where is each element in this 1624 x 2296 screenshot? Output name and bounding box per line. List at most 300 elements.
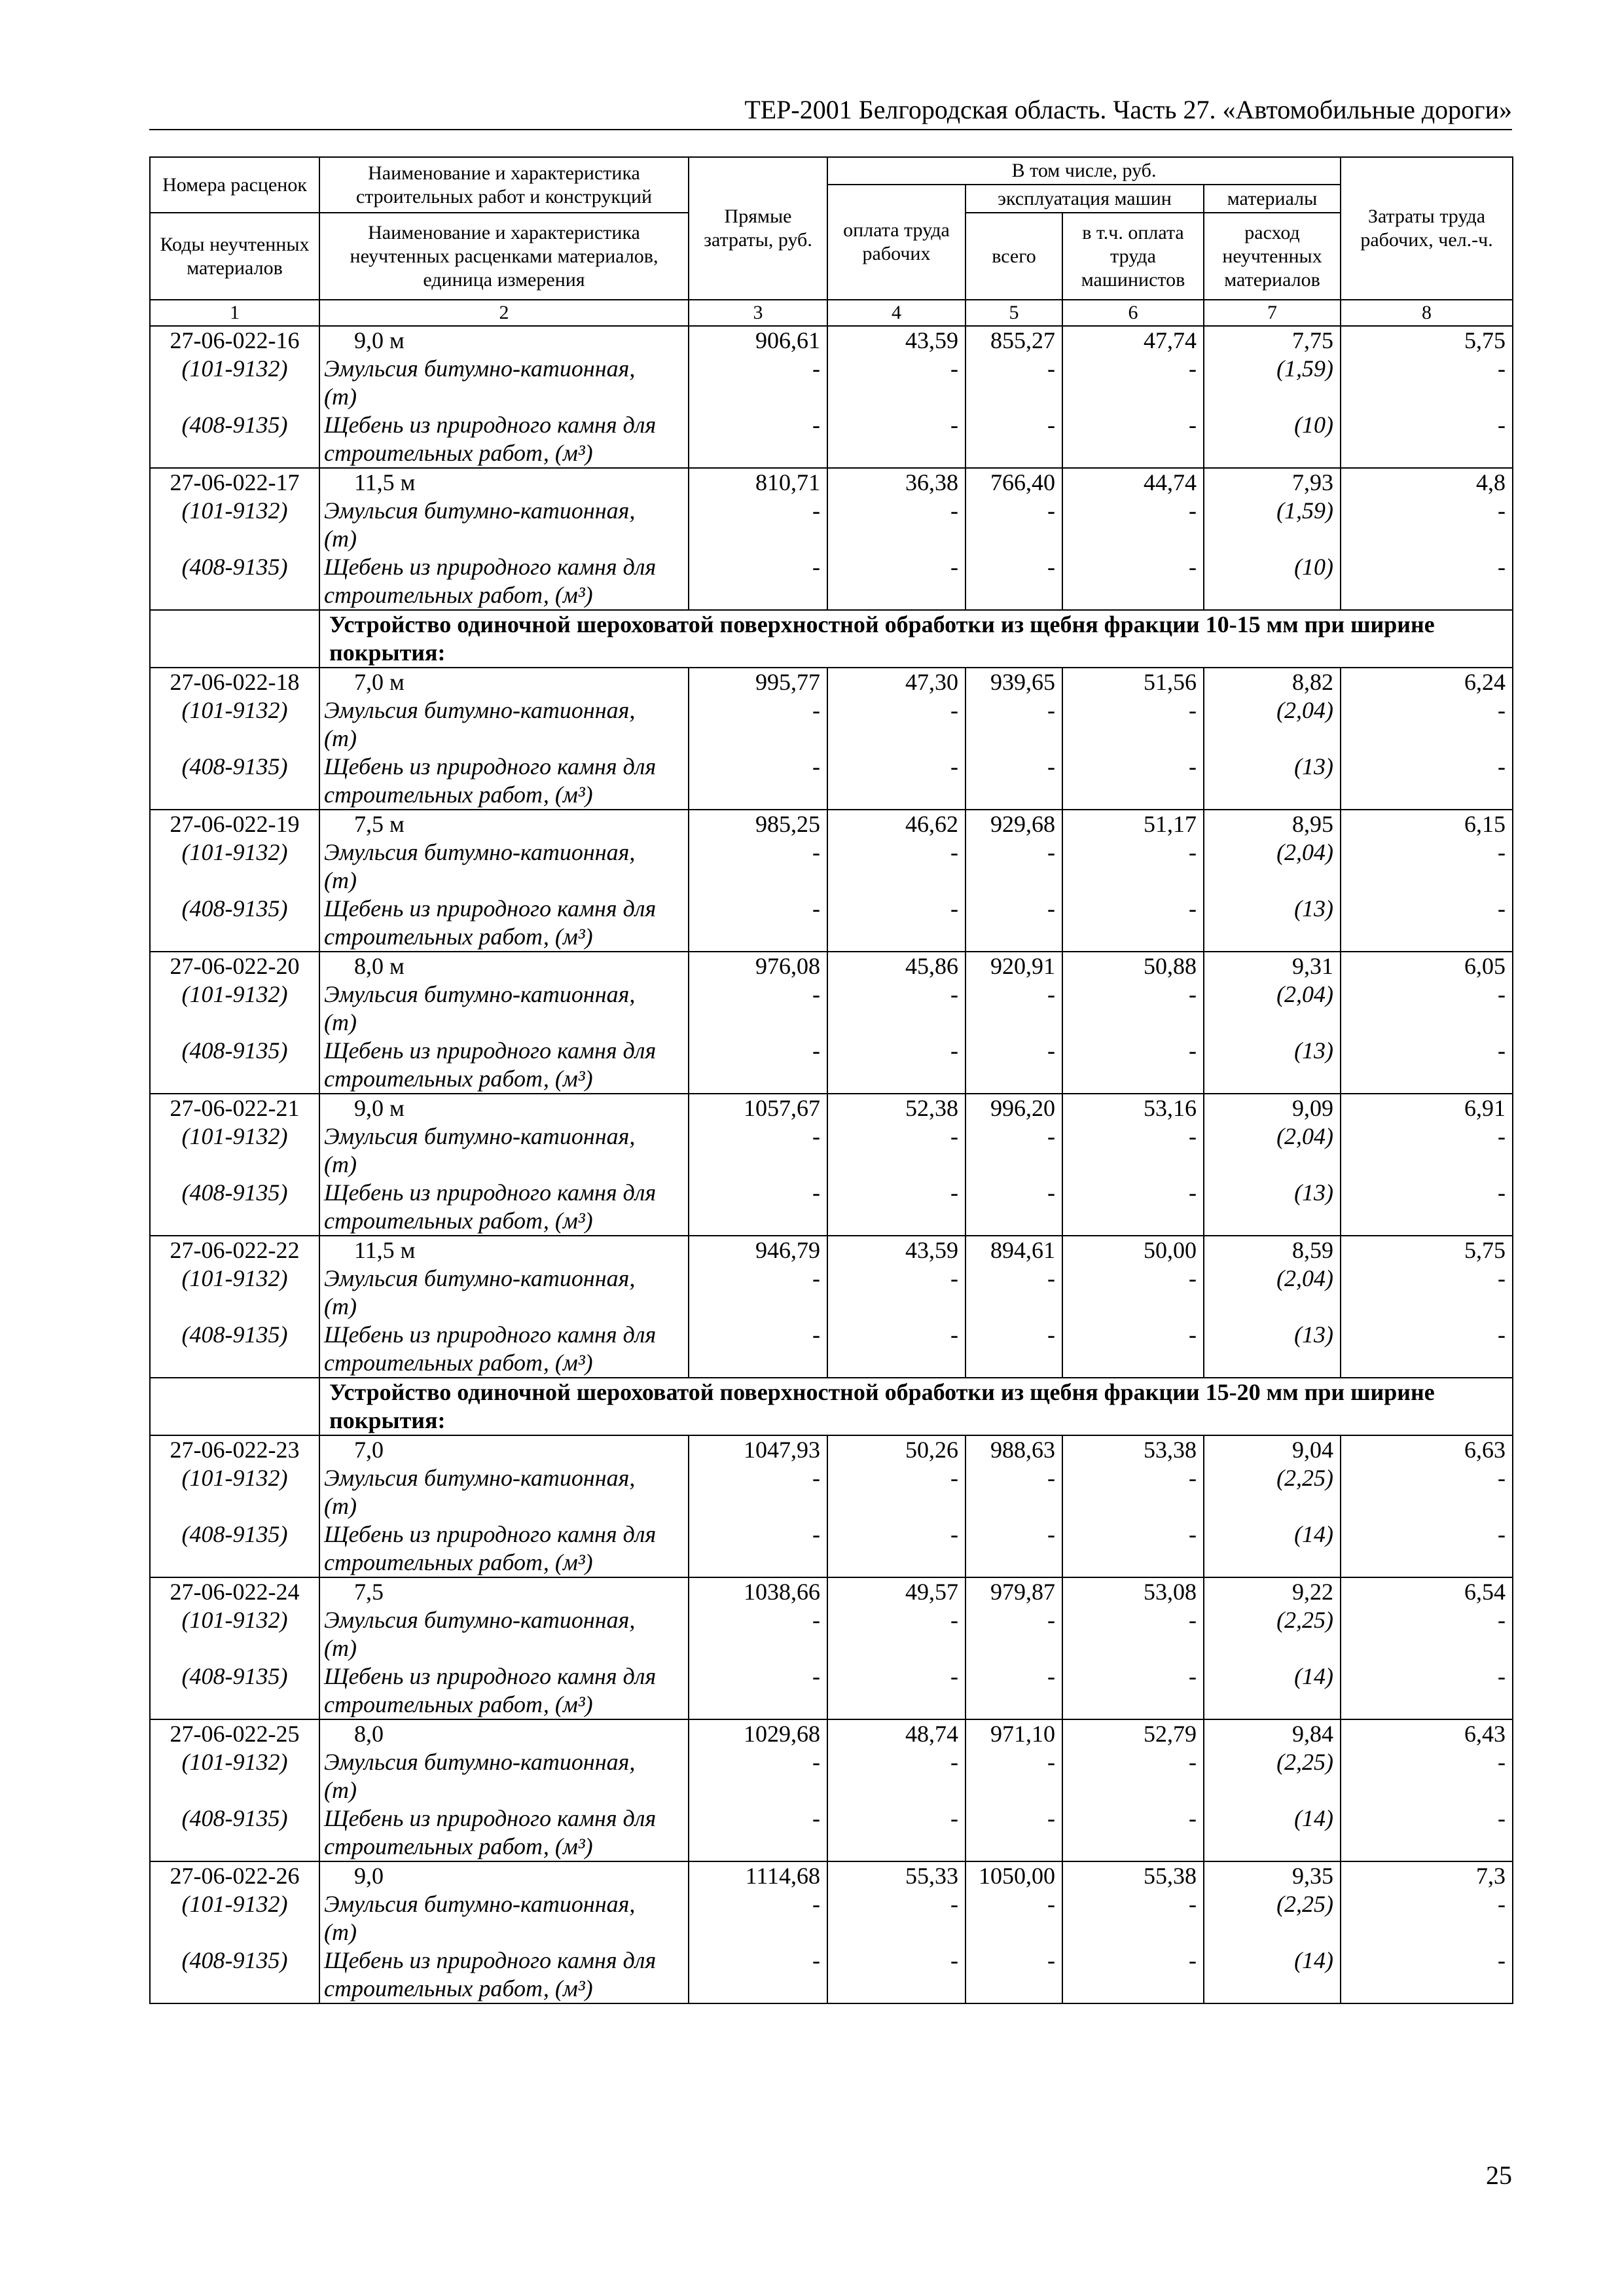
machines-total-cell — [965, 668, 1062, 810]
dash: - — [1047, 497, 1055, 524]
rate-code: 27-06-022-24 — [170, 1579, 300, 1605]
rate-codes-cell — [150, 952, 319, 1094]
dash: - — [950, 1321, 958, 1348]
gravel-quantity: (13) — [1294, 1037, 1334, 1064]
road-width: 8,0 — [354, 1721, 384, 1747]
material-code: (408-9135) — [181, 1805, 288, 1831]
rate-codes-cell — [150, 1577, 319, 1719]
dash: - — [1498, 697, 1506, 723]
dash: - — [1498, 1521, 1506, 1547]
road-width: 7,0 м — [354, 669, 405, 695]
rate-description-cell — [319, 1719, 689, 1861]
section-spacer — [150, 610, 319, 668]
column-number: 7 — [1204, 300, 1341, 326]
dash: - — [950, 554, 958, 580]
labor-pay-cell — [827, 468, 965, 610]
header-machines: эксплуатация машин — [965, 185, 1204, 213]
material-code: (408-9135) — [181, 895, 288, 922]
emulsion-quantity: (2,25) — [1276, 1607, 1334, 1633]
rate-codes-cell — [150, 1435, 319, 1577]
machines-total-value: 929,68 — [990, 811, 1055, 837]
dash: - — [1498, 1321, 1506, 1348]
labor-hours-value: 7,3 — [1476, 1863, 1506, 1889]
dash: - — [950, 497, 958, 524]
material-code: (408-9135) — [181, 1947, 288, 1973]
labor-pay-cell — [827, 668, 965, 810]
material-code: (101-9132) — [181, 1123, 288, 1149]
materials-value: 9,31 — [1292, 953, 1334, 979]
machines-total-cell — [965, 1435, 1062, 1577]
material-name: Щебень из природного камня для — [324, 1179, 657, 1206]
dash: - — [1189, 554, 1197, 580]
dash: - — [950, 1465, 958, 1491]
material-unit: строительных работ, (м³) — [324, 1208, 593, 1234]
dash: - — [812, 1607, 820, 1633]
material-code: (408-9135) — [181, 753, 288, 780]
labor-pay-cell — [827, 1577, 965, 1719]
material-code: (101-9132) — [181, 1465, 288, 1491]
labor-pay-value: 48,74 — [905, 1721, 958, 1747]
material-unit: (т) — [324, 1009, 357, 1035]
dash: - — [1047, 355, 1055, 382]
table-header — [150, 157, 1513, 300]
dash: - — [1498, 839, 1506, 865]
labor-pay-value: 55,33 — [905, 1863, 958, 1889]
machines-total-cell — [965, 1861, 1062, 2003]
header-direct-costs: Прямые затраты, руб. — [689, 157, 827, 300]
labor-pay-cell — [827, 1861, 965, 2003]
dash: - — [950, 355, 958, 382]
emulsion-quantity: (2,25) — [1276, 1465, 1334, 1491]
header-including: В том числе, руб. — [827, 157, 1341, 185]
header-material-description: Наименование и характеристика неучтенных расценками материалов, единица измерения — [319, 213, 689, 300]
dash: - — [950, 1749, 958, 1775]
emulsion-quantity: (2,04) — [1276, 1265, 1334, 1291]
dash: - — [1047, 1749, 1055, 1775]
material-name: Эмульсия битумно-катионная, — [324, 1123, 636, 1149]
machines-total-cell — [965, 468, 1062, 610]
header-materials: материалы — [1204, 185, 1341, 213]
running-header: ТЕР-2001 Белгородская область. Часть 27. «Автомобильные дороги» — [744, 95, 1512, 124]
rate-codes-cell — [150, 468, 319, 610]
material-name: Эмульсия битумно-катионная, — [324, 1749, 636, 1775]
direct-cost-value: 985,25 — [755, 811, 820, 837]
rate-description-cell — [319, 1577, 689, 1719]
column-number: 6 — [1062, 300, 1204, 326]
materials-value: 9,35 — [1292, 1863, 1334, 1889]
machines-total-value: 939,65 — [990, 669, 1055, 695]
rate-codes-cell — [150, 668, 319, 810]
dash: - — [1047, 1607, 1055, 1633]
machines-total-cell — [965, 1094, 1062, 1236]
emulsion-quantity: (2,04) — [1276, 697, 1334, 723]
header-labor-hours: Затраты труда рабочих, чел.-ч. — [1341, 157, 1513, 300]
dash: - — [950, 697, 958, 723]
dash: - — [812, 1749, 820, 1775]
material-unit: строительных работ, (м³) — [324, 1066, 593, 1092]
material-unit: строительных работ, (м³) — [324, 924, 593, 950]
machinist-pay-value: 52,79 — [1144, 1721, 1197, 1747]
gravel-quantity: (14) — [1294, 1521, 1334, 1547]
material-name: Щебень из природного камня для — [324, 554, 657, 580]
materials-value: 8,95 — [1292, 811, 1334, 837]
rate-codes-cell — [150, 1861, 319, 2003]
machines-total-cell — [965, 1236, 1062, 1378]
direct-cost-value: 995,77 — [755, 669, 820, 695]
machines-total-value: 920,91 — [990, 953, 1055, 979]
direct-cost-cell — [689, 1577, 827, 1719]
machinist-pay-cell — [1062, 1236, 1204, 1378]
direct-cost-cell — [689, 468, 827, 610]
material-code: (101-9132) — [181, 355, 288, 382]
dash: - — [1189, 1805, 1197, 1831]
material-unit: строительных работ, (м³) — [324, 440, 593, 466]
machines-total-value: 971,10 — [990, 1721, 1055, 1747]
labor-pay-cell — [827, 1719, 965, 1861]
labor-hours-cell — [1341, 326, 1513, 468]
labor-pay-cell — [827, 1435, 965, 1577]
labor-pay-value: 45,86 — [905, 953, 958, 979]
dash: - — [1047, 1037, 1055, 1064]
materials-cell — [1204, 468, 1341, 610]
labor-hours-value: 6,91 — [1464, 1095, 1506, 1121]
labor-pay-value: 47,30 — [905, 669, 958, 695]
column-numbers-row — [150, 300, 1513, 326]
material-code: (408-9135) — [181, 1321, 288, 1348]
materials-value: 8,82 — [1292, 669, 1334, 695]
machines-total-cell — [965, 810, 1062, 952]
direct-cost-value: 1047,93 — [744, 1437, 820, 1463]
labor-hours-cell — [1341, 1435, 1513, 1577]
dash: - — [1189, 1607, 1197, 1633]
dash: - — [950, 1607, 958, 1633]
materials-value: 9,84 — [1292, 1721, 1334, 1747]
dash: - — [1047, 753, 1055, 780]
rate-description-cell — [319, 810, 689, 952]
column-number: 3 — [689, 300, 827, 326]
dash: - — [812, 1123, 820, 1149]
rate-code: 27-06-022-26 — [170, 1863, 300, 1889]
labor-hours-cell — [1341, 668, 1513, 810]
dash: - — [1047, 1179, 1055, 1206]
dash: - — [950, 1265, 958, 1291]
direct-cost-cell — [689, 1861, 827, 2003]
machines-total-value: 996,20 — [990, 1095, 1055, 1121]
labor-pay-value: 52,38 — [905, 1095, 958, 1121]
material-name: Эмульсия битумно-катионная, — [324, 1891, 636, 1917]
gravel-quantity: (13) — [1294, 753, 1334, 780]
rate-codes-cell — [150, 1236, 319, 1378]
rate-code: 27-06-022-23 — [170, 1437, 300, 1463]
rate-codes-cell — [150, 326, 319, 468]
dash: - — [1498, 1037, 1506, 1064]
direct-cost-value: 1029,68 — [744, 1721, 820, 1747]
dash: - — [812, 697, 820, 723]
dash: - — [1189, 497, 1197, 524]
rate-row — [150, 668, 1513, 810]
dash: - — [1498, 412, 1506, 438]
gravel-quantity: (10) — [1294, 412, 1334, 438]
dash: - — [1498, 1465, 1506, 1491]
machines-total-value: 979,87 — [990, 1579, 1055, 1605]
emulsion-quantity: (1,59) — [1276, 355, 1334, 382]
column-number: 8 — [1341, 300, 1513, 326]
dash: - — [812, 1805, 820, 1831]
material-name: Эмульсия битумно-катионная, — [324, 355, 636, 382]
dash: - — [950, 412, 958, 438]
dash: - — [812, 839, 820, 865]
material-code: (408-9135) — [181, 1663, 288, 1689]
direct-cost-value: 1114,68 — [745, 1863, 820, 1889]
header-material-use: расход неучтенных материалов — [1204, 213, 1341, 300]
header-rate-numbers: Номера расценок — [150, 157, 319, 213]
dash: - — [812, 1521, 820, 1547]
labor-hours-cell — [1341, 952, 1513, 1094]
dash: - — [1047, 1947, 1055, 1973]
material-name: Эмульсия битумно-катионная, — [324, 697, 636, 723]
labor-hours-cell — [1341, 1719, 1513, 1861]
emulsion-quantity: (2,25) — [1276, 1749, 1334, 1775]
dash: - — [1498, 895, 1506, 922]
labor-pay-value: 50,26 — [905, 1437, 958, 1463]
direct-cost-value: 976,08 — [755, 953, 820, 979]
machinist-pay-cell — [1062, 326, 1204, 468]
header-work-description: Наименование и характеристика строительных работ и конструкций — [319, 157, 689, 213]
column-number: 5 — [965, 300, 1062, 326]
direct-cost-value: 906,61 — [755, 327, 820, 353]
machinist-pay-value: 51,56 — [1144, 669, 1197, 695]
rate-code: 27-06-022-22 — [170, 1237, 300, 1263]
rate-row — [150, 952, 1513, 1094]
dash: - — [1498, 981, 1506, 1007]
rate-code: 27-06-022-20 — [170, 953, 300, 979]
labor-pay-value: 49,57 — [905, 1579, 958, 1605]
dash: - — [1047, 1123, 1055, 1149]
column-number: 1 — [150, 300, 319, 326]
header-machinist-pay: в т.ч. оплата труда машинистов — [1062, 213, 1204, 300]
rate-row — [150, 1236, 1513, 1378]
material-unit: (т) — [324, 1777, 357, 1803]
material-unit: (т) — [324, 1635, 357, 1661]
dash: - — [950, 839, 958, 865]
rate-codes-cell — [150, 810, 319, 952]
direct-cost-value: 946,79 — [755, 1237, 820, 1263]
dash: - — [812, 554, 820, 580]
labor-hours-cell — [1341, 1236, 1513, 1378]
dash: - — [1047, 1465, 1055, 1491]
dash: - — [1498, 1891, 1506, 1917]
material-unit: (т) — [324, 1493, 357, 1519]
material-code: (101-9132) — [181, 981, 288, 1007]
machines-total-value: 988,63 — [990, 1437, 1055, 1463]
road-width: 9,0 — [354, 1863, 384, 1889]
labor-pay-cell — [827, 952, 965, 1094]
dash: - — [950, 1123, 958, 1149]
dash: - — [1047, 839, 1055, 865]
material-unit: строительных работ, (м³) — [324, 1691, 593, 1717]
rate-description-cell — [319, 952, 689, 1094]
material-code: (101-9132) — [181, 1607, 288, 1633]
machines-total-cell — [965, 1577, 1062, 1719]
dash: - — [812, 1037, 820, 1064]
machinist-pay-value: 50,88 — [1144, 953, 1197, 979]
dash: - — [812, 1947, 820, 1973]
machinist-pay-cell — [1062, 952, 1204, 1094]
section-title: Устройство одиночной шероховатой поверхностной обработки из щебня фракции 15-20 мм при ширине покрытия: — [319, 1378, 1513, 1435]
materials-value: 9,22 — [1292, 1579, 1334, 1605]
materials-cell — [1204, 952, 1341, 1094]
machinist-pay-cell — [1062, 810, 1204, 952]
rate-row — [150, 1435, 1513, 1577]
machinist-pay-value: 55,38 — [1144, 1863, 1197, 1889]
labor-hours-cell — [1341, 468, 1513, 610]
material-unit: (т) — [324, 1151, 357, 1177]
material-code: (408-9135) — [181, 1037, 288, 1064]
dash: - — [1189, 895, 1197, 922]
dash: - — [812, 1891, 820, 1917]
material-code: (101-9132) — [181, 497, 288, 524]
machines-total-cell — [965, 1719, 1062, 1861]
dash: - — [1189, 1465, 1197, 1491]
dash: - — [1047, 1265, 1055, 1291]
price-table — [149, 156, 1513, 2004]
labor-hours-value: 5,75 — [1464, 327, 1506, 353]
dash: - — [1498, 554, 1506, 580]
dash: - — [1047, 1663, 1055, 1689]
direct-cost-cell — [689, 810, 827, 952]
rate-row — [150, 1861, 1513, 2003]
machines-total-value: 766,40 — [990, 469, 1055, 495]
machines-total-value: 1050,00 — [979, 1863, 1055, 1889]
materials-cell — [1204, 1236, 1341, 1378]
road-width: 7,5 — [354, 1579, 384, 1605]
dash: - — [950, 1891, 958, 1917]
material-name: Щебень из природного камня для — [324, 1321, 657, 1348]
dash: - — [1047, 554, 1055, 580]
dash: - — [1189, 1891, 1197, 1917]
rate-description-cell — [319, 668, 689, 810]
dash: - — [1189, 753, 1197, 780]
labor-hours-value: 6,15 — [1464, 811, 1506, 837]
dash: - — [1189, 1521, 1197, 1547]
road-width: 7,5 м — [354, 811, 405, 837]
rate-code: 27-06-022-17 — [170, 469, 300, 495]
rate-description-cell — [319, 1236, 689, 1378]
rate-code: 27-06-022-25 — [170, 1721, 300, 1747]
gravel-quantity: (14) — [1294, 1663, 1334, 1689]
rate-code: 27-06-022-21 — [170, 1095, 300, 1121]
gravel-quantity: (13) — [1294, 1179, 1334, 1206]
dash: - — [812, 355, 820, 382]
page-number: 25 — [1486, 2161, 1512, 2190]
machinist-pay-cell — [1062, 1861, 1204, 2003]
machines-total-value: 894,61 — [990, 1237, 1055, 1263]
rate-description-cell — [319, 468, 689, 610]
labor-pay-value: 36,38 — [905, 469, 958, 495]
dash: - — [1189, 1265, 1197, 1291]
direct-cost-value: 810,71 — [755, 469, 820, 495]
emulsion-quantity: (2,04) — [1276, 981, 1334, 1007]
material-unit: строительных работ, (м³) — [324, 1549, 593, 1575]
dash: - — [1189, 1123, 1197, 1149]
dash: - — [1498, 1123, 1506, 1149]
material-code: (101-9132) — [181, 1749, 288, 1775]
rate-codes-cell — [150, 1094, 319, 1236]
dash: - — [1498, 355, 1506, 382]
direct-cost-cell — [689, 1236, 827, 1378]
material-unit: строительных работ, (м³) — [324, 781, 593, 808]
dash: - — [1189, 981, 1197, 1007]
dash: - — [1047, 1321, 1055, 1348]
dash: - — [1047, 895, 1055, 922]
dash: - — [1189, 355, 1197, 382]
material-name: Эмульсия битумно-катионная, — [324, 1265, 636, 1291]
material-unit: строительных работ, (м³) — [324, 582, 593, 608]
labor-hours-value: 6,63 — [1464, 1437, 1506, 1463]
materials-cell — [1204, 1719, 1341, 1861]
machinist-pay-cell — [1062, 668, 1204, 810]
labor-pay-cell — [827, 1094, 965, 1236]
materials-value: 9,09 — [1292, 1095, 1334, 1121]
direct-cost-value: 1038,66 — [744, 1579, 820, 1605]
labor-pay-value: 46,62 — [905, 811, 958, 837]
machinist-pay-value: 53,08 — [1144, 1579, 1197, 1605]
road-width: 9,0 м — [354, 1095, 405, 1121]
header-material-codes: Коды неучтенных материалов — [150, 213, 319, 300]
machinist-pay-cell — [1062, 1094, 1204, 1236]
column-number: 2 — [319, 300, 689, 326]
dash: - — [1189, 1321, 1197, 1348]
gravel-quantity: (14) — [1294, 1947, 1334, 1973]
header-machines-total: всего — [965, 213, 1062, 300]
material-name: Щебень из природного камня для — [324, 1805, 657, 1831]
dash: - — [812, 1179, 820, 1206]
labor-pay-value: 43,59 — [905, 1237, 958, 1263]
dash: - — [812, 1321, 820, 1348]
machinist-pay-value: 53,38 — [1144, 1437, 1197, 1463]
rate-description-cell — [319, 326, 689, 468]
material-code: (408-9135) — [181, 554, 288, 580]
rate-row — [150, 1577, 1513, 1719]
dash: - — [812, 1465, 820, 1491]
dash: - — [812, 981, 820, 1007]
dash: - — [1189, 1947, 1197, 1973]
dash: - — [1498, 1749, 1506, 1775]
direct-cost-cell — [689, 1435, 827, 1577]
rate-description-cell — [319, 1861, 689, 2003]
material-name: Щебень из природного камня для — [324, 1521, 657, 1547]
material-name: Щебень из природного камня для — [324, 1663, 657, 1689]
materials-value: 8,59 — [1292, 1237, 1334, 1263]
road-width: 8,0 м — [354, 953, 405, 979]
road-width: 9,0 м — [354, 327, 405, 353]
machinist-pay-cell — [1062, 1435, 1204, 1577]
header-labor-pay: оплата труда рабочих — [827, 185, 965, 300]
material-name: Щебень из природного камня для — [324, 753, 657, 780]
material-unit: (т) — [324, 1293, 357, 1319]
material-unit: (т) — [324, 384, 357, 410]
header-rule — [149, 129, 1512, 130]
material-unit: строительных работ, (м³) — [324, 1975, 593, 2001]
machines-total-value: 855,27 — [990, 327, 1055, 353]
rate-code: 27-06-022-19 — [170, 811, 300, 837]
dash: - — [950, 981, 958, 1007]
material-name: Эмульсия битумно-катионная, — [324, 1607, 636, 1633]
material-unit: (т) — [324, 1919, 357, 1945]
material-unit: (т) — [324, 725, 357, 751]
dash: - — [1498, 753, 1506, 780]
machinist-pay-cell — [1062, 468, 1204, 610]
